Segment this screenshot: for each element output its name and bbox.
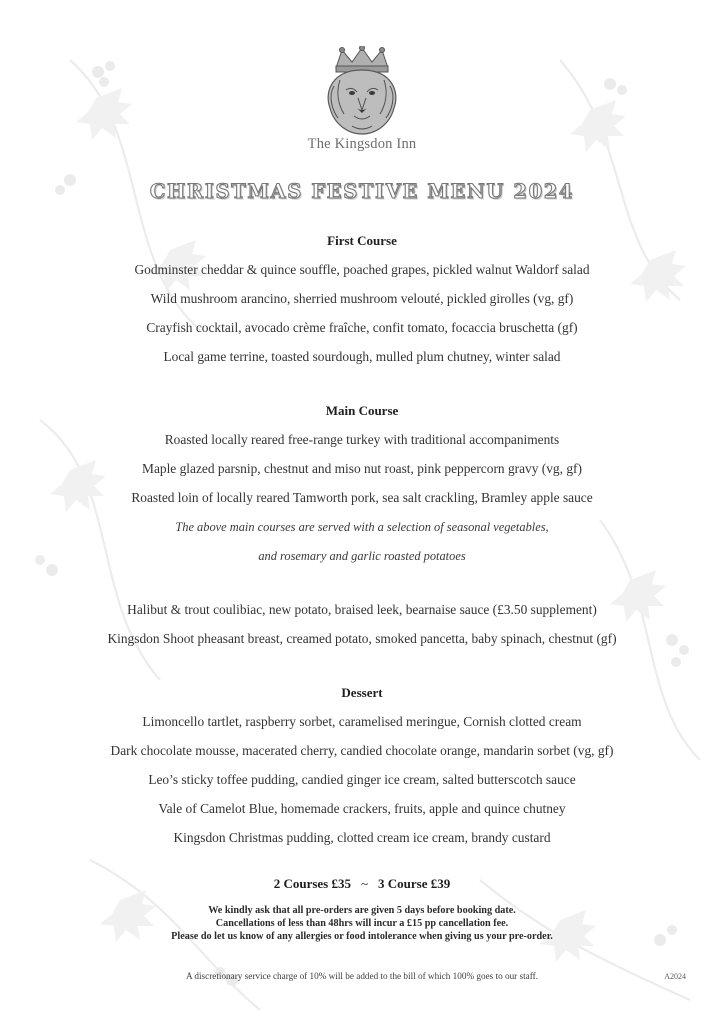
crowned-lion-head-icon [322,46,402,136]
first-course-item: Wild mushroom arancino, sherried mushroom velouté, pickled girolles (vg, gf) [150,291,574,306]
venue-name: The Kingsdon Inn [307,136,417,152]
main-course-note: The above main courses are served with a selection of seasonal vegetables, [175,520,549,534]
main-course-item: Kingsdon Shoot pheasant breast, creamed potato, smoked pancetta, baby spinach, chestnut (gf) [107,631,617,646]
first-course-heading: First Course [327,233,397,248]
dessert-item: Leo’s sticky toffee pudding, candied ginger ice cream, salted butterscotch sauce [148,772,576,787]
main-course-heading: Main Course [325,403,399,418]
policy-line: Cancellations of less than 48hrs will incur a £15 pp cancellation fee. [215,918,509,929]
main-course-item: Halibut & trout coulibiac, new potato, braised leek, bearnaise sauce (£3.50 supplement) [127,602,597,617]
policy-line: We kindly ask that all pre-orders are given 5 days before booking date. [208,905,516,916]
service-charge-note: A discretionary service charge of 10% will be added to the bill of which 100% goes to our staff. [185,971,538,981]
policy-line: Please do let us know of any allergies or food intolerance when giving us your pre-order. [171,931,553,942]
first-course-item: Crayfish cocktail, avocado crème fraîche, confit tomato, focaccia bruschetta (gf) [146,320,578,335]
dessert-heading: Dessert [341,685,383,700]
dessert-item: Vale of Camelot Blue, homemade crackers, fruits, apple and quince chutney [158,801,566,816]
document-code: A2024 [664,972,686,981]
menu-title: CHRISTMAS FESTIVE MENU 2024 [149,180,575,203]
dessert-item: Kingsdon Christmas pudding, clotted cream ice cream, brandy custard [173,830,551,845]
dessert-item: Dark chocolate mousse, macerated cherry, candied chocolate orange, mandarin sorbet (vg, gf) [110,743,614,758]
price-separator: ~ [361,876,369,891]
dessert-item: Limoncello tartlet, raspberry sorbet, caramelised meringue, Cornish clotted cream [142,714,582,729]
main-course-note: and rosemary and garlic roasted potatoes [258,549,466,563]
first-course-item: Local game terrine, toasted sourdough, mulled plum chutney, winter salad [163,349,561,364]
two-course-price: 2 Courses £35 [273,876,351,891]
pricing-line [0,876,724,892]
main-course-item: Roasted locally reared free-range turkey with traditional accompaniments [164,432,560,447]
main-course-item: Roasted loin of locally reared Tamworth pork, sea salt crackling, Bramley apple sauce [131,490,593,505]
main-course-item: Maple glazed parsnip, chestnut and miso nut roast, pink peppercorn gravy (vg, gf) [142,461,582,476]
first-course-item: Godminster cheddar & quince souffle, poached grapes, pickled walnut Waldorf salad [134,262,590,277]
three-course-price: 3 Course £39 [378,876,451,891]
